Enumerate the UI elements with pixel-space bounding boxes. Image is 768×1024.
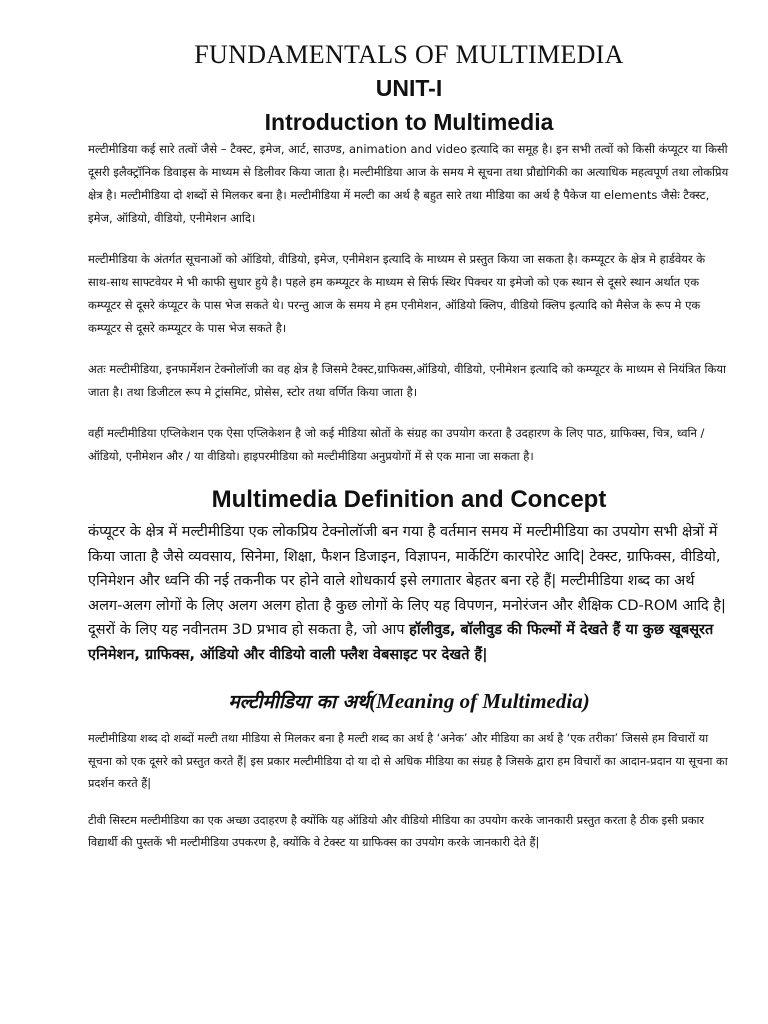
intro-paragraph-2: मल्टीमीडिया के अंतर्गत सूचनाओं को ऑडियो, वीडियो, इमेज, एनीमेशन इत्यादि के माध्यम से प्रस्तुत किया जा सकता है। कम्प्यूटर के क्षेत्र मे हार्डवेयर के साथ-साथ साफ्टवेयर मे भी काफी सुधार हुये है। पहले हम कम्प्यूटर के माध्यम से सिर्फ स्थिर पिक्चर या इमेजो को एक स्थान से दूसरे स्थान अर्थात एक कम्प्यूटर से दूसरे कंप्यूटर के पास भेज सकते थे। परन्तु आज के समय मे हम एनीमेशन, ऑडियो क्लिप, वीडियो क्लिप इत्यादि को मैसेज के रूप मे एक कम्प्यूटर से दूसरे कम्प्यूटर के पास भेज सकते है। — [88, 252, 706, 335]
definition-text: कंप्यूटर के क्षेत्र में मल्टीमीडिया एक लोकप्रिय टेक्नोलॉजी बन गया है वर्तमान समय में मल्टीमीडिया का उपयोग सभी क्षेत्रों में किया जाता है जैसे व्यवसाय, सिनेमा, शिक्षा, फैशन डिजाइन, विज्ञापन, मार्केटिंग कारपोरेट आदि| टेक्स्ट, ग्राफिक्स, वीडियो, एनिमेशन और ध्वनि की नई तकनीक पर होने वाले शोधकार्य इसे लगातार बेहतर बना रहे हैं| मल्टीमीडिया शब्द का अर्थ अलग-अलग लोगों के लिए अलग अलग होता है कुछ लोगों के लिए यह विपणन, मनोरंजन और शैक्षिक CD-ROM आदि है| दूसरों के लिए यह नवीनतम 3D प्रभाव हो सकता है, जो आप — [88, 524, 726, 638]
meaning-paragraph-1: मल्टीमीडिया शब्द दो शब्दों मल्टी तथा मीडिया से मिलकर बना है मल्टी शब्द का अर्थ है ‘अनेक’ और मीडिया का अर्थ है ‘एक तरीका’ जिससे हम विचारों या सूचना को एक दूसरे को प्रस्तुत करते हैं| इस प्रकार मल्टीमीडिया दो या दो से अधिक मीडिया का संग्रह है जिसके द्वारा हम विचारों का आदान-प्रदान या सूचना का प्रदर्शन करते हैं| — [88, 732, 728, 790]
intro-paragraph-3: अतः मल्टीमीडिया, इनफार्मेशन टेक्नोलॉजी का वह क्षेत्र है जिसमे टैक्स्ट,ग्राफिक्स,ऑडियो, वीडियो, एनीमेशन इत्यादि को कम्प्यूटर के माध्यम से नियंत्रित किया जाता है। तथा डिजीटल रूप मे ट्रांसमिट, प्रोसेस, स्टोर तथा वर्णित किया जाता है। — [88, 362, 726, 399]
definition-heading: Multimedia Definition and Concept — [211, 486, 607, 513]
document-title: FUNDAMENTALS OF MULTIMEDIA — [194, 40, 624, 69]
meaning-heading — [88, 687, 730, 716]
intro-heading: Introduction to Multimedia — [264, 109, 554, 135]
intro-paragraph-4: वहीं मल्टीमीडिया एप्लिकेशन एक ऐसा एप्लिकेशन है जो कई मीडिया स्रोतों के संग्रह का उपयोग करता है उदहारण के लिए पाठ, ग्राफिक्स, चित्र, ध्वनि / ऑडियो, एनीमेशन और / या वीडियो। हाइपरमीडिया को मल्टीमीडिया अनुप्रयोगों में से एक माना जा सकता है। — [88, 426, 705, 463]
meaning-paragraph-2: टीवी सिस्टम मल्टीमीडिया का एक अच्छा उदाहरण है क्योंकि यह ऑडियो और वीडियो मीडिया का उपयोग करके जानकारी प्रस्तुत करता है ठीक इसी प्रकार विद्यार्थी की पुस्तकें भी मल्टीमीडिया उपकरण है, क्योंकि वे टेक्स्ट या ग्राफिक्स का उपयोग करके जानकारी देते हैं| — [88, 813, 704, 849]
meaning-heading-hindi: मल्टीमीडिया का अर्थ — [228, 691, 370, 713]
meaning-heading-english: (Meaning of Multimedia) — [369, 689, 590, 713]
unit-heading: UNIT-I — [375, 75, 443, 101]
definition-paragraph — [88, 520, 730, 667]
definition-bold-text: हॉलीवुड, बॉलीवुड की फिल्मों में देखते हैं या कुछ खूबसूरत एनिमेशन, ग्राफिक्स, ऑडियो और वीडियो वाली फ्लैश वेबसाइट पर देखते हैं| — [88, 622, 714, 663]
intro-paragraph-1: मल्टीमीडिया कई सारे तत्वों जैसे – टैक्स्ट, इमेज, आर्ट, साउण्ड, animation and video इत्यादि का समूह है। इन सभी तत्वों को किसी कंप्यूटर या किसी दूसरी इलैक्ट्रॉनिक डिवाइस के माध्यम से डिलीवर किया जाता है। मल्टीमीडिया आज के समय मे सूचना तथा प्रौद्योगिकी का अत्याधिक महत्वपूर्ण तथा लोकप्रिय क्षेत्र है। मल्टीमीडिया दो शब्दों से मिलकर बना है। मल्टीमीडिया में मल्टी का अर्थ है बहुत सारे तथा मीडिया का अर्थ है पैकेज या elements जैसेः टैक्स्ट, इमेज, ऑडियो, वीडियो, एनीमेशन आदि। — [88, 142, 729, 225]
